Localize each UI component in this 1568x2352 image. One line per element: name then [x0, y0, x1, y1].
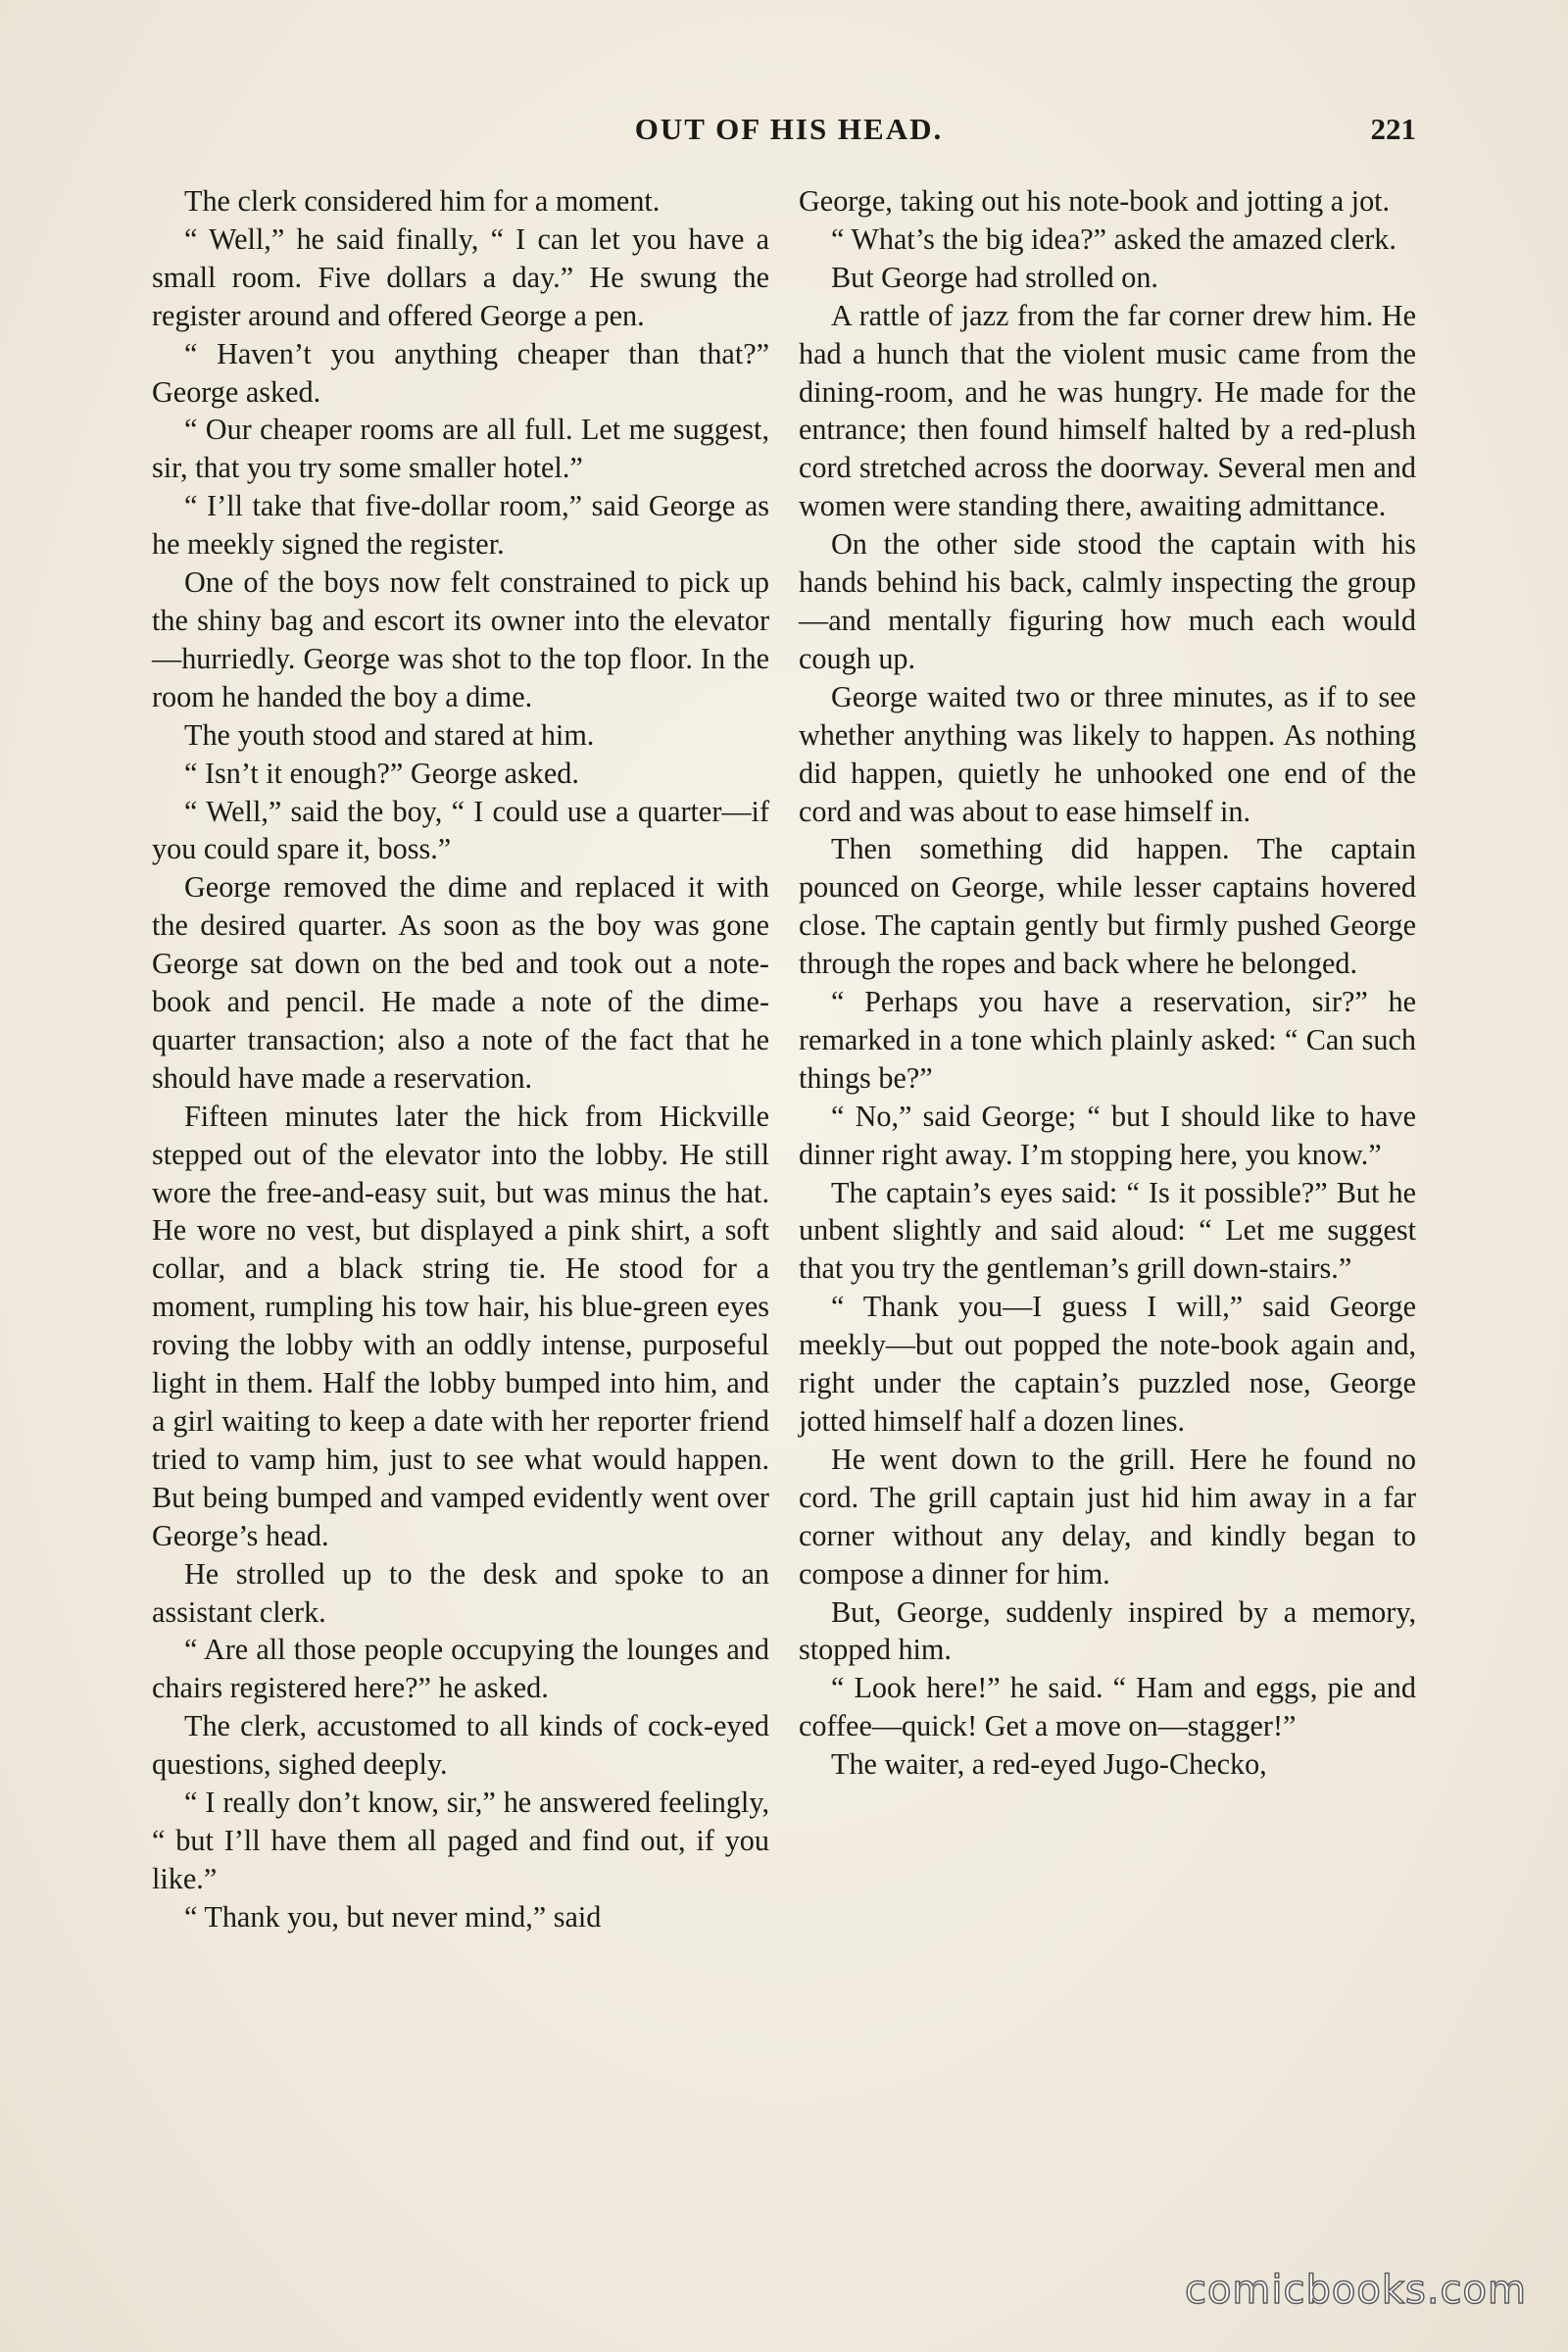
paragraph: “ I really don’t know, sir,” he answered feelingly, “ but I’ll have them all paged and find out, if you like.”: [152, 1786, 769, 1895]
paragraph: “ Perhaps you have a reservation, sir?” he remarked in a tone which plainly asked: “ Can such things be?”: [799, 985, 1416, 1095]
paragraph: “ Well,” said the boy, “ I could use a quarter—if you could spare it, boss.”: [152, 794, 769, 866]
paragraph: The captain’s eyes said: “ Is it possible?” But he unbent slightly and said aloud: “ Let me suggest that you try the gentleman’s grill down-stairs.”: [799, 1175, 1416, 1286]
paragraph: “ Well,” he said finally, “ I can let you have a small room. Five dollars a day.” He swung the register around and offered George a pen.: [152, 221, 769, 332]
paragraph: Fifteen minutes later the hick from Hickville stepped out of the elevator into the lobby. He still wore the free-and-easy suit, but was minus the hat. He wore no vest, but displayed a pink shirt, a soft collar, and a black string tie. He stood for a moment, rumpling his tow hair, his blue-green eyes roving the lobby with an oddly intense, purposeful light in them. Half the lobby bumped into him, and a girl waiting to keep a date with her reporter friend tried to vamp him, just to see what would happen. But being bumped and vamped evidently went over George’s head.: [152, 1099, 769, 1552]
paragraph: The clerk considered him for a moment.: [184, 184, 661, 218]
paragraph-continuation: George, taking out his note-book and jotting a jot.: [799, 184, 1391, 218]
paragraph: The clerk, accustomed to all kinds of cock-eyed questions, sighed deeply.: [152, 1709, 769, 1782]
paragraph: “ I’ll take that five-dollar room,” said George as he meekly signed the register.: [152, 489, 769, 562]
paragraph: “ Our cheaper rooms are all full. Let me suggest, sir, that you try some smaller hotel.”: [152, 413, 769, 485]
paragraph: “ Thank you—I guess I will,” said George meekly—but out popped the note-book again and, right under the captain’s puzzled nose, George jotted himself half a dozen lines.: [799, 1290, 1416, 1438]
paragraph: On the other side stood the captain with his hands behind his back, calmly inspecting the group—and mentally figuring how much each would cough up.: [799, 527, 1416, 675]
paragraph: George removed the dime and replaced it with the desired quarter. As soon as the boy was gone George sat down on the bed and took out a note-book and pencil. He made a note of the dime-quarter transaction; also a note of the fact that he should have made a reservation.: [152, 870, 769, 1095]
paragraph: “ Look here!” he said. “ Ham and eggs, pie and coffee—quick! Get a move on—stagger!”: [799, 1671, 1416, 1743]
paragraph: The waiter, a red-eyed Jugo-Checko,: [831, 1747, 1267, 1782]
page-header: [152, 106, 1426, 155]
paragraph: But, George, suddenly inspired by a memory, stopped him.: [799, 1594, 1416, 1667]
paragraph: “ Isn’t it enough?” George asked.: [184, 756, 579, 790]
paragraph: “ Haven’t you anything cheaper than that?” George asked.: [152, 336, 769, 409]
running-head: OUT OF HIS HEAD.: [634, 112, 944, 146]
right-column: [799, 182, 1416, 1784]
page-number: 221: [1370, 112, 1416, 146]
paragraph: “ What’s the big idea?” asked the amazed clerk.: [831, 221, 1396, 256]
paragraph: George waited two or three minutes, as if to see whether anything was likely to happen. As nothing did happen, quietly he unhooked one end of the cord and was about to ease himself in.: [799, 679, 1416, 828]
left-column: [152, 182, 769, 1936]
paragraph: Then something did happen. The captain pounced on George, while lesser captains hovered close. The captain gently but firmly pushed George through the ropes and back where he belonged.: [799, 832, 1416, 981]
paragraph: One of the boys now felt constrained to pick up the shiny bag and escort its owner into the elevator—hurriedly. George was shot to the top floor. In the room he handed the boy a dime.: [152, 565, 769, 713]
paragraph: But George had strolled on.: [831, 260, 1158, 294]
paragraph: “ Are all those people occupying the lounges and chairs registered here?” he asked.: [152, 1633, 769, 1705]
site-watermark: comicbooks.com: [1184, 2268, 1527, 2313]
paragraph: He went down to the grill. Here he found no cord. The grill captain just hid him away in a far corner without any delay, and kindly began to compose a dinner for him.: [799, 1442, 1416, 1591]
paragraph: The youth stood and stared at him.: [184, 717, 595, 752]
paragraph: “ Thank you, but never mind,” said: [184, 1899, 602, 1934]
paragraph: “ No,” said George; “ but I should like to have dinner right away. I’m stopping here, you know.”: [799, 1099, 1416, 1171]
paragraph: A rattle of jazz from the far corner drew him. He had a hunch that the violent music came from the dining-room, and he was hungry. He made for the entrance; then found himself halted by a red-plush cord stretched across the doorway. Several men and women were standing there, awaiting admittance.: [799, 298, 1416, 523]
paragraph: He strolled up to the desk and spoke to an assistant clerk.: [152, 1556, 769, 1629]
